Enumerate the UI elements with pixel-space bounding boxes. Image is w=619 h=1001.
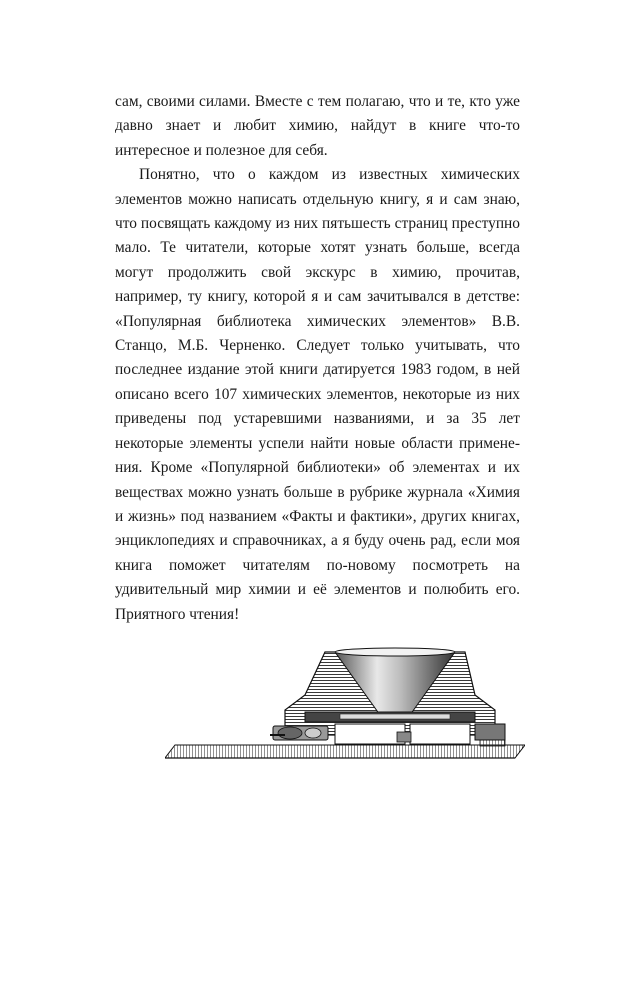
paragraph-2: Понятно, что о каждом из известных химических элементов можно написать отдельную книгу, я и сам знаю, что посвящать каждому из них пятьшесть страниц преступно мало. Те читатели, которые хотят узнать больше, всегда могут продолжить свой экскурс в химию, прочитав, например, ту книгу, которой я и сам зачитывался в детстве: «Популярная библиотека химических элементов» В.В. Станцо, М.Б. Черненко. Следует только учитывать, что последнее издание этой книги датируется 1983 годом, в ней описано всего 107 химических элементов, некоторые из них приведены под устаревшими названиями, и за 35 лет некоторые элементы успели найти новые области применения. Кроме «Популярной библиотеки» об элементах и их веществах можно узнать больше в рубрике журнала «Химия и жизнь» под названием «Факты и фактики», других книгах, энциклопедиях и справочниках, а я буду очень рад, если моя книга поможет читателям по-новому посмотреть на удивительный мир химии и её элементов и полюбить его. Приятного чтения! [115, 166, 520, 623]
base-board [165, 745, 525, 758]
body-text [115, 90, 520, 627]
chemistry-apparatus-illustration [165, 640, 525, 760]
paragraph-1: сам, своими силами. Вместе с тем полагаю, что и те, кто уже давно знает и любит химию, найдут в книге что-то интересное и полезное для себя. [115, 93, 520, 159]
